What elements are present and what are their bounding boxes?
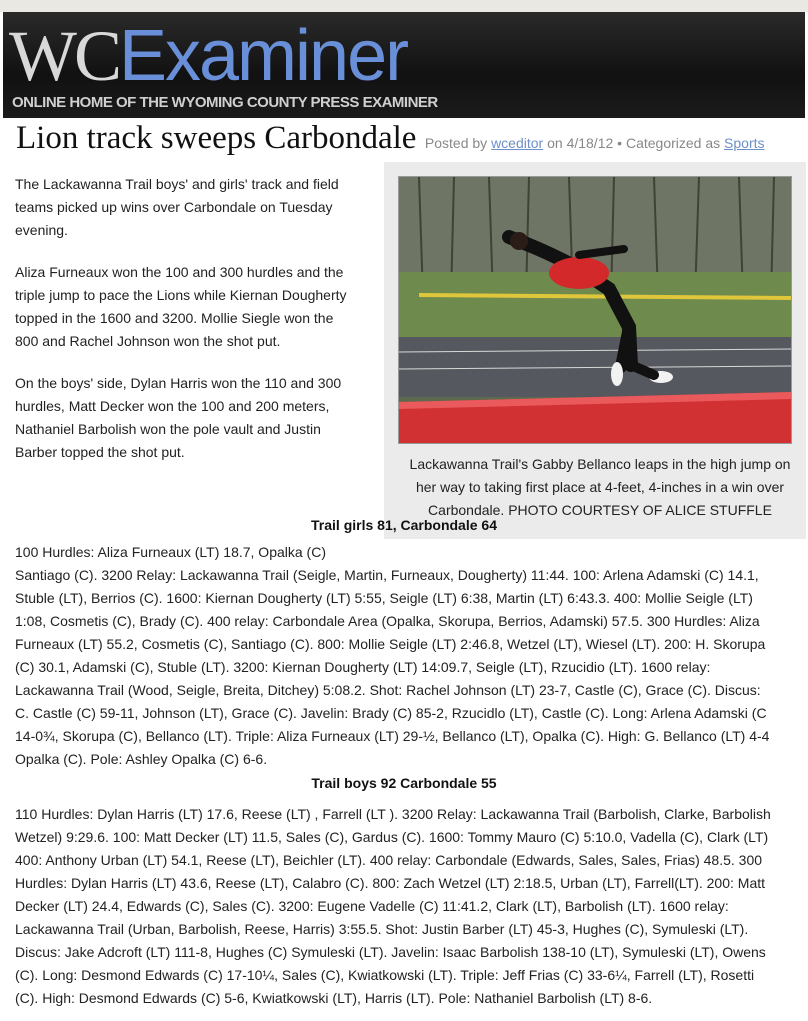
- article-lead: [15, 173, 360, 483]
- result-line: Lackawanna Trail (Urban, Barbolish, Reese, Harris) 3:55.5. Shot: Justin Barber (LT) 45-3, Hughes (C), Symuleski (LT).: [15, 921, 749, 937]
- result-line: C. Castle (C) 59-11, Johnson (LT), Grace (C). Javelin: Brady (C) 85-2, Rzucidlo (LT), Castle (C). Long: Arlena Adamski (C: [15, 705, 767, 721]
- girls-results-heading: Trail girls 81, Carbondale 64: [311, 517, 497, 533]
- photo-caption: Lackawanna Trail's Gabby Bellanco leaps in the high jump on her way to taking first place at 4-feet, 4-inches in a win over Carbondale. PHOTO COURTESY OF ALICE STUFFLE: [409, 456, 791, 518]
- result-line: Lackawanna Trail (Wood, Seigle, Breita, Ditchey) 5:08.2. Shot: Rachel Johnson (LT) 23-7, Castle (C), Grace (C). Discus:: [15, 682, 761, 698]
- category-link[interactable]: Sports: [724, 135, 765, 151]
- on-label: on: [547, 135, 563, 151]
- result-line: Furneaux (LT) 55.2, Cosmetis (C), Santiago (C). 800: Mollie Seigle (LT) 2:46.8, Wetzel (LT), Wiesel (LT). 200: H. Skorupa: [15, 636, 766, 652]
- result-line: 400: Anthony Urban (LT) 54.1, Reese (LT), Beichler (LT). 400 relay: Carbondale (Edwards, Sales, Sales, Frias) 48.5. 300: [15, 852, 763, 868]
- article-meta: [425, 135, 765, 151]
- result-line: 100 Hurdles: Aliza Furneaux (LT) 18.7, Opalka (C): [15, 544, 326, 560]
- article-title: Lion track sweeps Carbondale: [16, 120, 417, 156]
- result-line: (C). Long: Desmond Edwards (C) 17-10¼, Sales (C), Kwiatkowski (LT). Triple: Jeff Frias (C) 33-6¼, Farrell (LT), Rosetti: [15, 967, 755, 983]
- result-line: Santiago (C). 3200 Relay: Lackawanna Trail (Seigle, Martin, Furneaux, Dougherty) 11:44. 100: Arlena Adamski (C) 14.1,: [15, 567, 759, 583]
- result-line: Decker (LT) 24.4, Edwards (C), Sales (C). 3200: Eugene Vadelle (C) 11:41.2, Clark (LT), Barbolish (LT). 1600 relay:: [15, 898, 729, 914]
- photo-box: [384, 162, 806, 539]
- high-jump-photo[interactable]: [398, 176, 792, 444]
- result-line: 14-0¾, Skorupa (C), Bellanco (LT). Triple: Aliza Furneaux (LT) 29-½, Bellanco (LT), Opalka (C). High: G. Bellanco (LT) 4-4: [15, 728, 770, 744]
- site-logo[interactable]: [9, 14, 407, 98]
- site-banner[interactable]: [3, 12, 805, 118]
- result-line: Hurdles: Dylan Harris (LT) 43.6, Reese (LT), Calabro (C). 800: Zach Wetzel (LT) 2:18.5, Urban (LT), Farrell(LT). 200: Matt: [15, 875, 766, 891]
- photo-illustration: [399, 177, 791, 443]
- paragraph: Aliza Furneaux won the 100 and 300 hurdles and the triple jump to pace the Lions while Kiernan Dougherty topped in the 1600 and 3200. Mollie Siegle won the 800 and Rachel Johnson won the shot put.: [15, 264, 347, 349]
- post-date: 4/18/12: [566, 135, 614, 151]
- article-header: [16, 120, 765, 157]
- boys-results-heading: Trail boys 92 Carbondale 55: [311, 775, 497, 791]
- result-line: (C) 30.1, Adamski (C), Stuble (LT). 3200: Kiernan Dougherty (LT) 14:09.7, Seigle (LT), Rzucidio (LT). 1600 relay:: [15, 659, 711, 675]
- author-link[interactable]: wceditor: [491, 135, 544, 151]
- logo-wc: WC: [9, 16, 119, 96]
- result-line: 1:08, Cosmetis (C), Brady (C). 400 relay: Carbondale Area (Opalka, Skorupa, Berrios, Adamski) 57.5. 300 Hurdles: Aliza: [15, 613, 760, 629]
- result-line: (C). High: Desmond Edwards (C) 5-6, Kwiatkowski (LT), Harris (LT). Pole: Nathaniel Barbolish (LT) 8-6.: [15, 990, 653, 1006]
- girls-results: [15, 541, 808, 771]
- result-line: 110 Hurdles: Dylan Harris (LT) 17.6, Reese (LT) , Farrell (LT ). 3200 Relay: Lackawanna Trail (Barbolish, Clarke, Barbolish: [15, 806, 771, 822]
- boys-results: [15, 803, 808, 1010]
- paragraph: The Lackawanna Trail boys' and girls' track and field teams picked up wins over Carbondale on Tuesday evening.: [15, 176, 339, 238]
- result-line: Stuble (LT), Berrios (C). 1600: Kiernan Dougherty (LT) 5:55, Seigle (LT) 6:38, Martin (LT) 6:43.3. 400: Mollie Seigle (LT): [15, 590, 753, 606]
- categorized-label: • Categorized as: [617, 135, 721, 151]
- result-line: Opalka (C). Pole: Ashley Opalka (C) 6-6.: [15, 751, 268, 767]
- paragraph: On the boys' side, Dylan Harris won the 110 and 300 hurdles, Matt Decker won the 100 and 200 meters, Nathaniel Barbolish won the pole vault and Justin Barber topped the shot put.: [15, 375, 342, 460]
- result-line: Wetzel) 9:29.6. 100: Matt Decker (LT) 11.5, Sales (C), Gardus (C). 1600: Tommy Mauro (C) 5:10.0, Vadella (C), Clark (LT): [15, 829, 769, 845]
- logo-examiner: Examiner: [118, 16, 408, 96]
- posted-by-label: Posted by: [424, 135, 488, 151]
- result-line: Discus: Jake Adcroft (LT) 111-8, Hughes (C) Symuleski (LT). Javelin: Isaac Barbolish 138-10 (LT), Symuleski (LT), Owens: [15, 944, 766, 960]
- top-strip: [0, 0, 808, 12]
- site-tagline: ONLINE HOME OF THE WYOMING COUNTY PRESS EXAMINER: [12, 94, 438, 111]
